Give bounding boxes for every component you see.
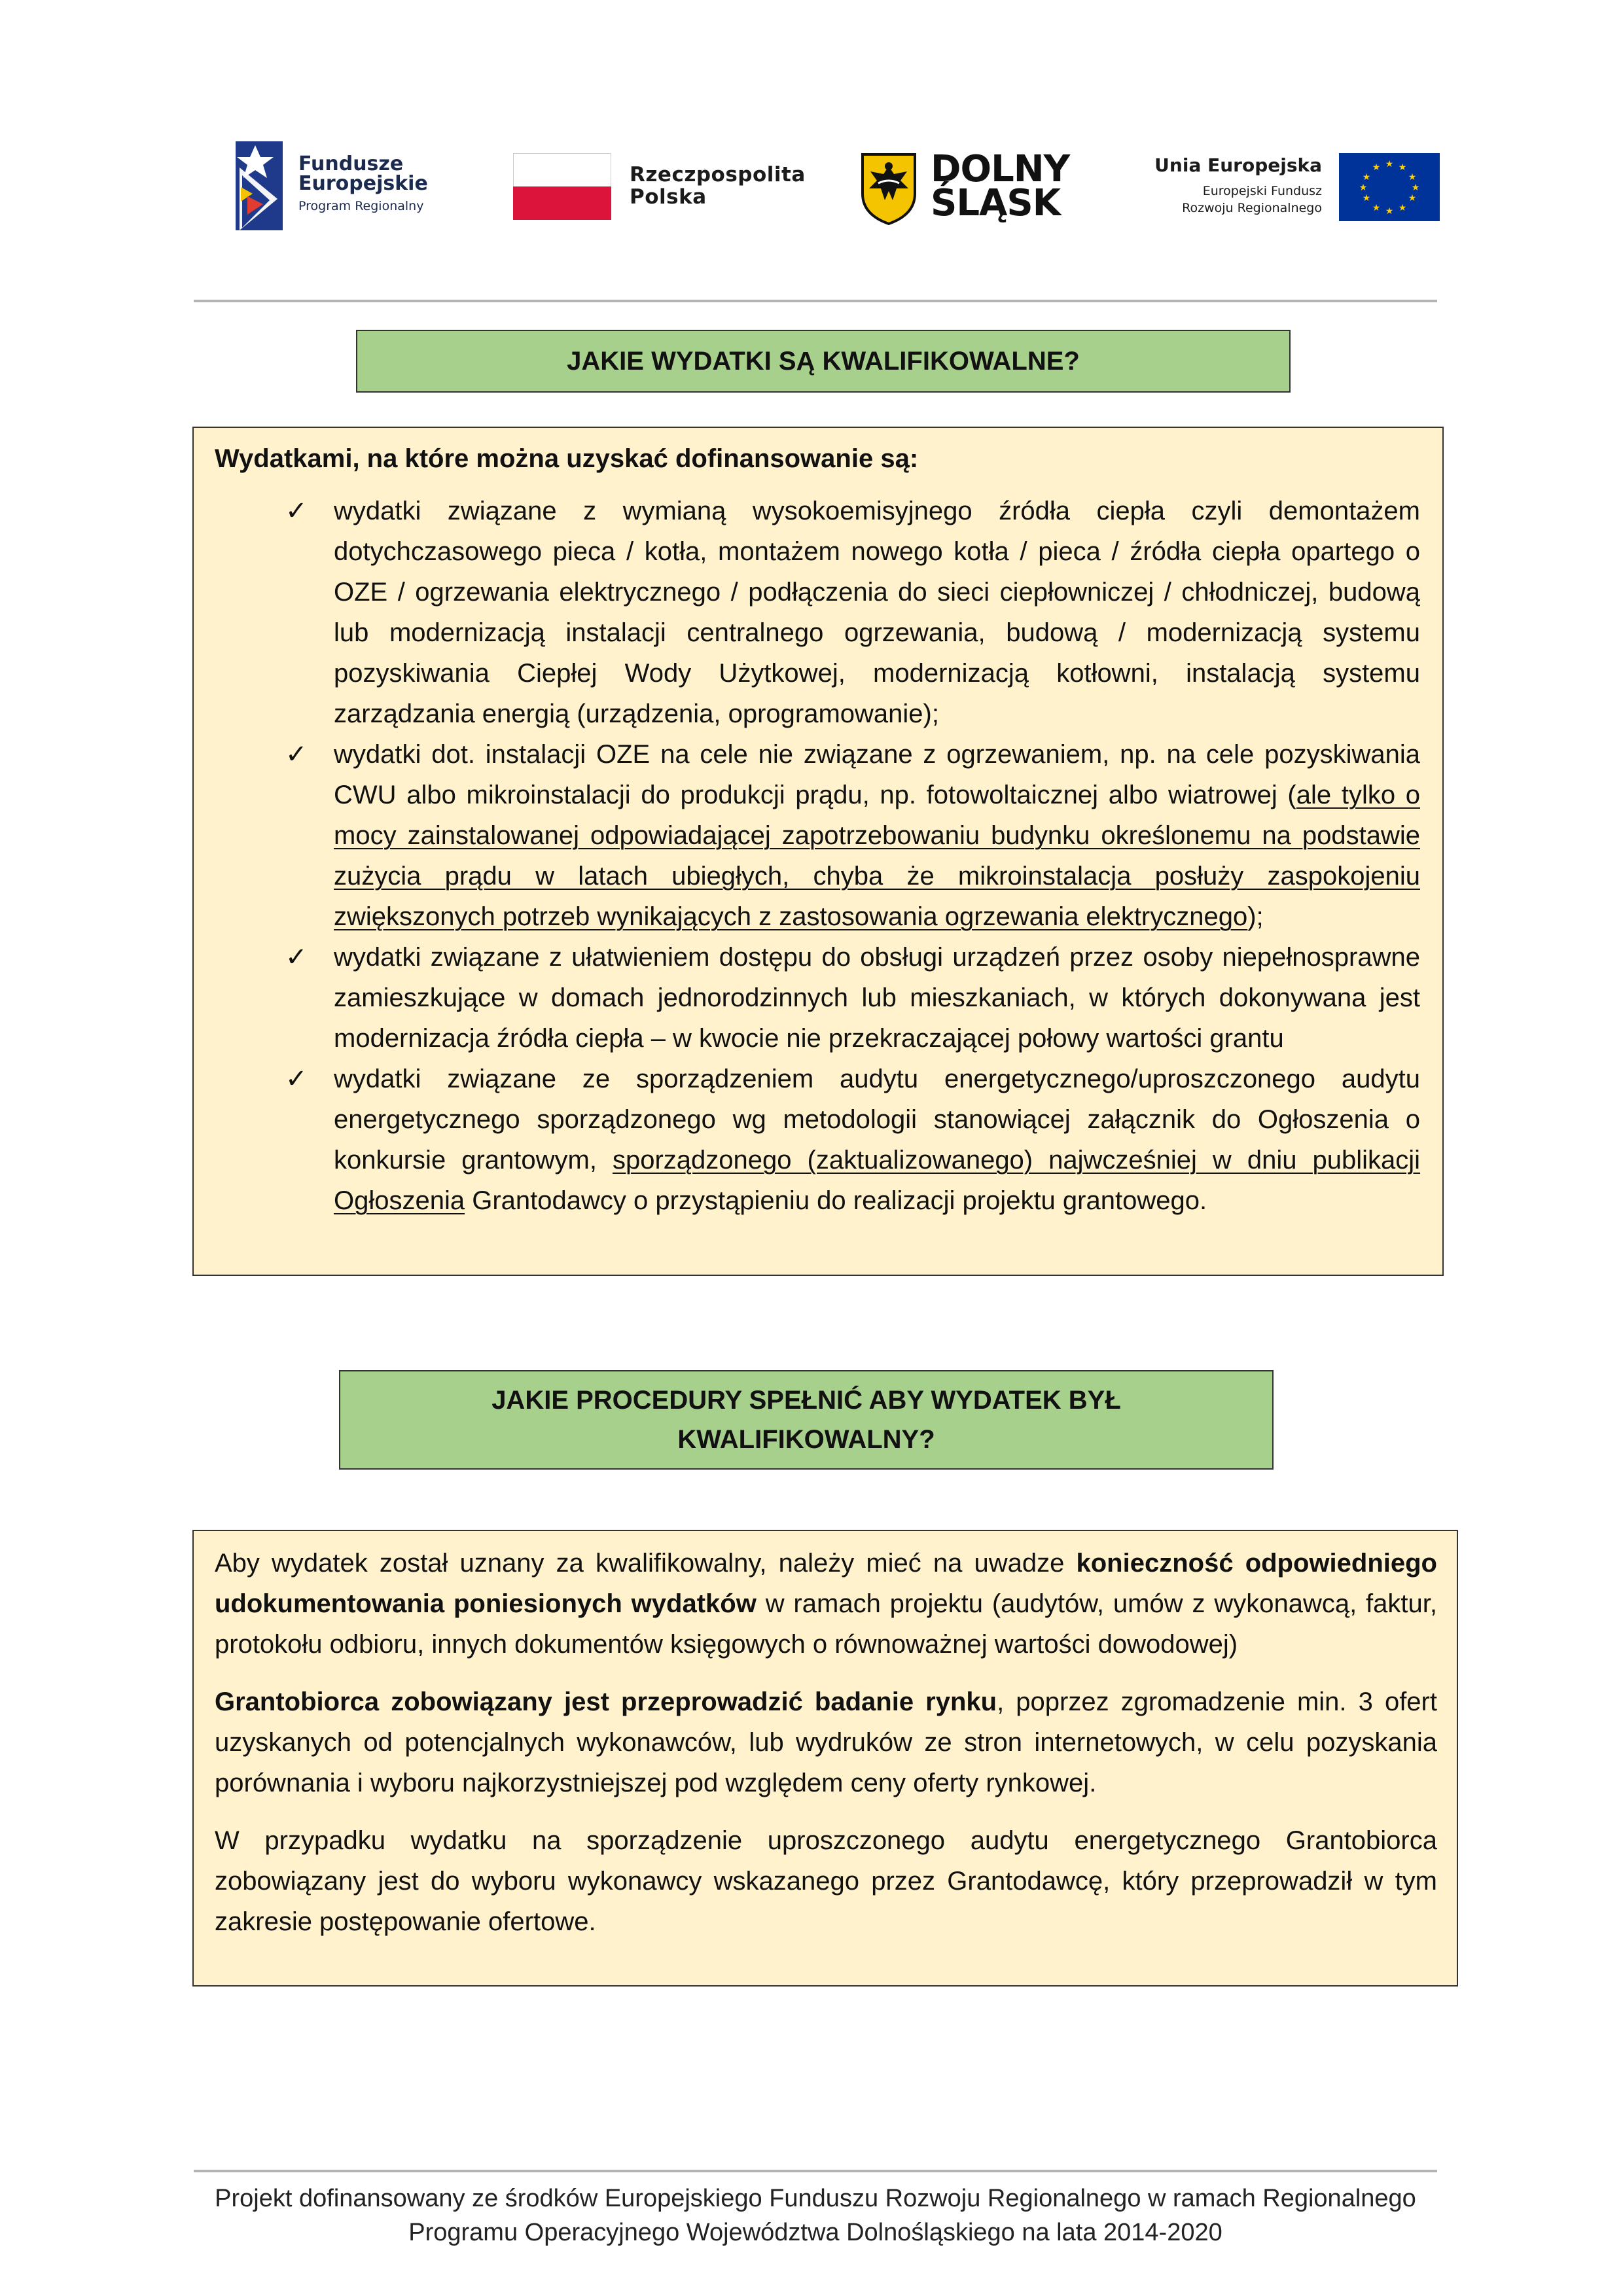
section1-heading-text: JAKIE WYDATKI SĄ KWALIFIKOWALNE? xyxy=(567,347,1080,376)
svg-text:★: ★ xyxy=(1398,162,1407,173)
section2-paragraph-3: W przypadku wydatku na sporządzenie uproszczonego audytu energetycznego Grantobiorca zobowiązany jest do wyboru wykonawcy wskazanego przez Grantodawcę, który przeprowadził w tym zakresie postępowanie ofertowe. xyxy=(215,1826,1437,1936)
p2-text: , poprzez zgromadzenie min. 3 ofert uzyskanych od potencjalnych wykonawców, lub wydruków ze stron internetowych, w celu pozyskania porównania i wyboru najkorzystniejszej pod względem ceny oferty rynkowej. xyxy=(215,1687,1437,1797)
list-item-underlined-text: ale tylko o mocy zainstalowanej odpowiadającej zapotrzebowaniu budynku określonemu na podstawie zużycia prądu w latach ubiegłych, chyba że mikroinstalacja posłuży zaspokojeniu zwiększonych potrzeb wynikających z zastosowania ogrzewania elektrycznego xyxy=(334,781,1420,931)
section1-intro: Wydatkami, na które można uzyskać dofinansowanie są: xyxy=(215,444,919,473)
svg-text:★: ★ xyxy=(1385,206,1394,217)
rzeczpospolita-polska-logo xyxy=(513,152,806,221)
dolny-slask-crest-icon xyxy=(860,152,918,225)
checkmark-icon: ✓ xyxy=(285,1064,308,1094)
section1-heading xyxy=(356,330,1291,393)
list-item-text-end: ); xyxy=(1247,902,1264,931)
checkmark-icon: ✓ xyxy=(285,942,308,972)
rp-line1: Rzeczpospolita xyxy=(630,163,806,186)
header-divider xyxy=(194,300,1437,302)
section1-box xyxy=(192,427,1444,1276)
svg-text:★: ★ xyxy=(1372,203,1381,213)
list-item-text: wydatki związane z ułatwieniem dostępu do obsługi urządzeń przez osoby niepełnosprawne zamieszkujące w domach jednorodzinnych lub mieszkaniach, w których dokonywana jest modernizacja źródła ciepła – w kwocie nie przekraczającej połowy wartości grantu xyxy=(334,943,1420,1053)
eu-flag-icon xyxy=(1339,153,1440,221)
fe-line3: Program Regionalny xyxy=(298,199,424,213)
list-item-text: wydatki związane z wymianą wysokoemisyjnego źródła ciepła czyli demontażem dotychczasowego pieca / kotła, montażem nowego kotła / pieca / źródła ciepła opartego o OZE / ogrzewania elektrycznego / podłączenia do sieci ciepłowniczej / chłodniczej, budową lub modernizacją instalacji centralnego ogrzewania, budową / modernizacją systemu pozyskiwania Ciepłej Wody Użytkowej, modernizacją kotłowni, instalacją systemu zarządzania energią (urządzenia, oprogramowanie); xyxy=(334,497,1420,728)
ue-line3: Rozwoju Regionalnego xyxy=(1182,201,1322,215)
list-item xyxy=(215,1059,1420,1221)
ds-line1: DOLNY xyxy=(931,148,1070,190)
svg-text:★: ★ xyxy=(1362,172,1371,183)
section2-box xyxy=(192,1530,1458,1987)
rp-line2: Polska xyxy=(630,185,707,209)
p2-bold-text: Grantobiorca zobowiązany jest przeprowadzić badanie rynku xyxy=(215,1687,997,1716)
section2-paragraph-2 xyxy=(215,1682,1437,1803)
ds-line2: ŚLĄSK xyxy=(931,182,1061,224)
p1-bold-text: konieczność odpowiedniego udokumentowania poniesionych wydatków xyxy=(215,1549,1437,1618)
unia-europejska-logo xyxy=(1126,150,1440,224)
fe-emblem-icon xyxy=(236,141,283,230)
fe-line1: Fundusze xyxy=(298,152,404,175)
list-item xyxy=(215,734,1420,937)
fe-line2: Europejskie xyxy=(298,172,428,195)
svg-text:★: ★ xyxy=(1408,172,1417,183)
svg-text:★: ★ xyxy=(1359,183,1368,193)
footer-line2: Programu Operacyjnego Województwa Dolnośląskiego na lata 2014-2020 xyxy=(408,2219,1222,2246)
svg-text:★: ★ xyxy=(1372,162,1381,173)
footer-divider xyxy=(194,2170,1437,2172)
list-item-text: wydatki związane ze sporządzeniem audytu energetycznego/uproszczonego audytu energetycznego sporządzonego wg metodologii stanowiącej załącznik do Ogłoszenia o konkursie grantowym, xyxy=(334,1065,1420,1174)
svg-text:★: ★ xyxy=(1408,193,1417,203)
section2-heading xyxy=(339,1370,1274,1470)
svg-text:★: ★ xyxy=(1362,193,1371,203)
footer-line1: Projekt dofinansowany ze środków Europejskiego Funduszu Rozwoju Regionalnego w ramach Regionalnego xyxy=(215,2185,1416,2212)
polish-flag-icon xyxy=(513,153,611,220)
p1-text: Aby wydatek został uznany za kwalifikowalny, należy mieć na uwadze xyxy=(215,1549,1077,1578)
section2-paragraph-1 xyxy=(215,1543,1437,1665)
section1-list xyxy=(215,491,1420,1221)
p1-text-end: w ramach projektu (audytów, umów z wykonawcą, faktur, protokołu odbioru, innych dokumentów księgowych o równoważnej wartości dowodowej) xyxy=(215,1589,1438,1659)
checkmark-icon: ✓ xyxy=(285,739,308,769)
section2-heading-line1: JAKIE PROCEDURY SPEŁNIĆ ABY WYDATEK BYŁ xyxy=(491,1386,1121,1415)
ue-line2: Europejski Fundusz xyxy=(1202,184,1322,198)
list-item-text: wydatki dot. instalacji OZE na cele nie związane z ogrzewaniem, np. na cele pozyskiwania CWU albo mikroinstalacji do produkcji prądu, np. fotowoltaicznej albo wiatrowej ( xyxy=(334,740,1420,809)
ue-line1: Unia Europejska xyxy=(1154,154,1322,176)
section2-heading-line2: KWALIFIKOWALNY? xyxy=(677,1425,935,1454)
svg-text:★: ★ xyxy=(1385,159,1394,169)
checkmark-icon: ✓ xyxy=(285,496,308,526)
svg-text:★: ★ xyxy=(1411,183,1420,193)
fundusze-europejskie-logo xyxy=(236,141,452,230)
dolny-slask-logo xyxy=(860,149,1082,228)
list-item xyxy=(215,937,1420,1059)
list-item-underlined-text: sporządzonego (zaktualizowanego) najwcześniej w dniu publikacji Ogłoszenia xyxy=(334,1146,1420,1215)
list-item-text-end: Grantodawcy o przystąpieniu do realizacji projektu grantowego. xyxy=(465,1186,1207,1215)
list-item xyxy=(215,491,1420,734)
svg-text:★: ★ xyxy=(1398,203,1407,213)
